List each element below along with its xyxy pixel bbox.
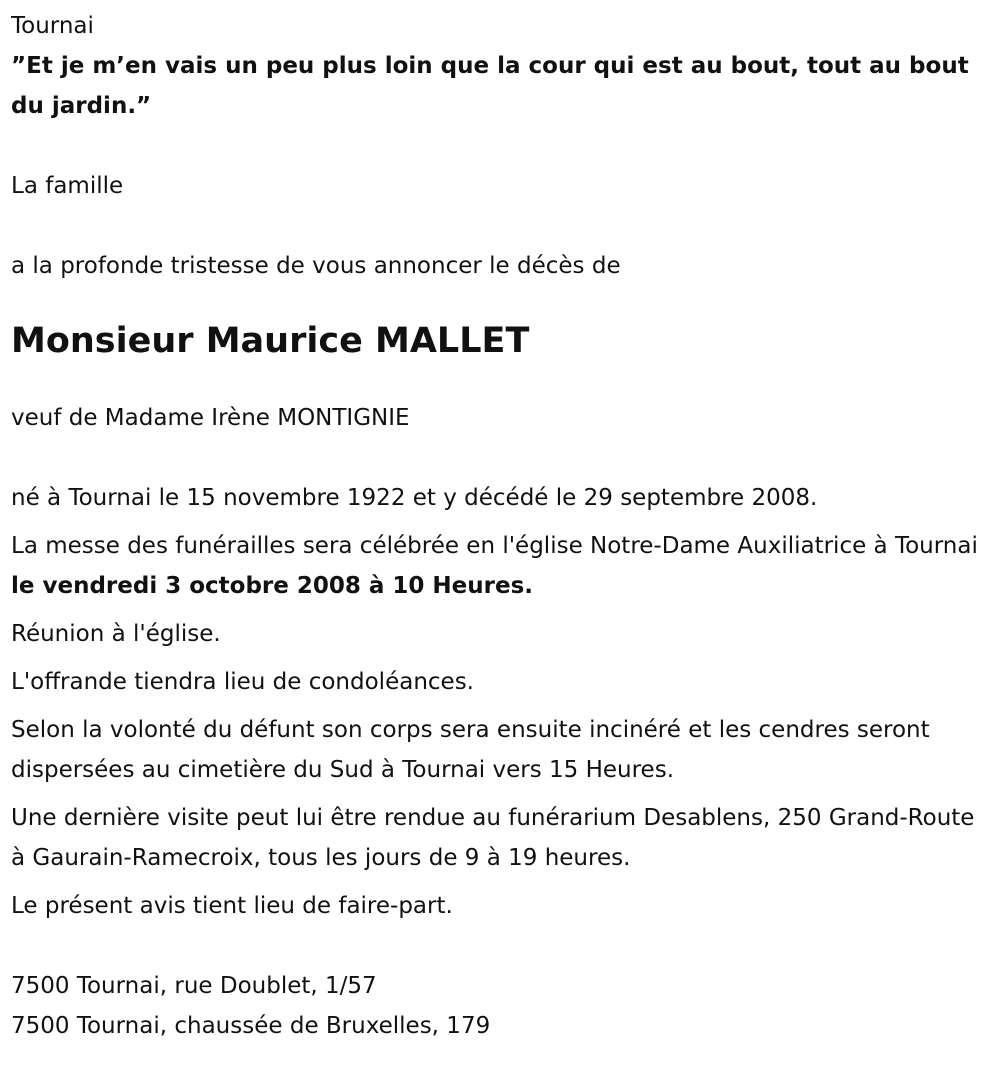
meeting-line: Réunion à l'église. <box>11 621 221 647</box>
birth-death-line: né à Tournai le 15 novembre 1922 et y décédé le 29 septembre 2008. <box>11 485 818 511</box>
announcement-line: a la profonde tristesse de vous annoncer le décès de <box>11 253 621 279</box>
address-block <box>11 966 990 1046</box>
cremation-paragraph: Selon la volonté du défunt son corps sera ensuite incinéré et les cendres seront dispersées au cimetière du Sud à Tournai vers 15 Heures. <box>11 717 930 783</box>
address-line: 7500 Tournai, rue Doublet, 1/57 <box>11 973 377 999</box>
mass-intro: La messe des funérailles sera célébrée en l'église Notre-Dame Auxiliatrice à Tournai <box>11 533 978 559</box>
faire-part-line: Le présent avis tient lieu de faire-part. <box>11 893 453 919</box>
deceased-name: Monsieur Maurice MALLET <box>11 321 530 361</box>
offering-line: L'offrande tiendra lieu de condoléances. <box>11 669 474 695</box>
address-line: 7500 Tournai, chaussée de Bruxelles, 179 <box>11 1013 491 1039</box>
family-line: La famille <box>11 173 124 199</box>
notice-city: Tournai <box>11 13 94 39</box>
funeral-mass-paragraph <box>11 526 990 606</box>
visit-paragraph: Une dernière visite peut lui être rendue au funérarium Desablens, 250 Grand-Route à Gaurain-Ramecroix, tous les jours de 9 à 19 heures. <box>11 805 975 871</box>
widower-line: veuf de Madame Irène MONTIGNIE <box>11 405 410 431</box>
epigraph-quote: ”Et je m’en vais un peu plus loin que la cour qui est au bout, tout au bout du jardin.” <box>11 53 969 119</box>
mass-date: le vendredi 3 octobre 2008 à 10 Heures. <box>11 573 534 599</box>
